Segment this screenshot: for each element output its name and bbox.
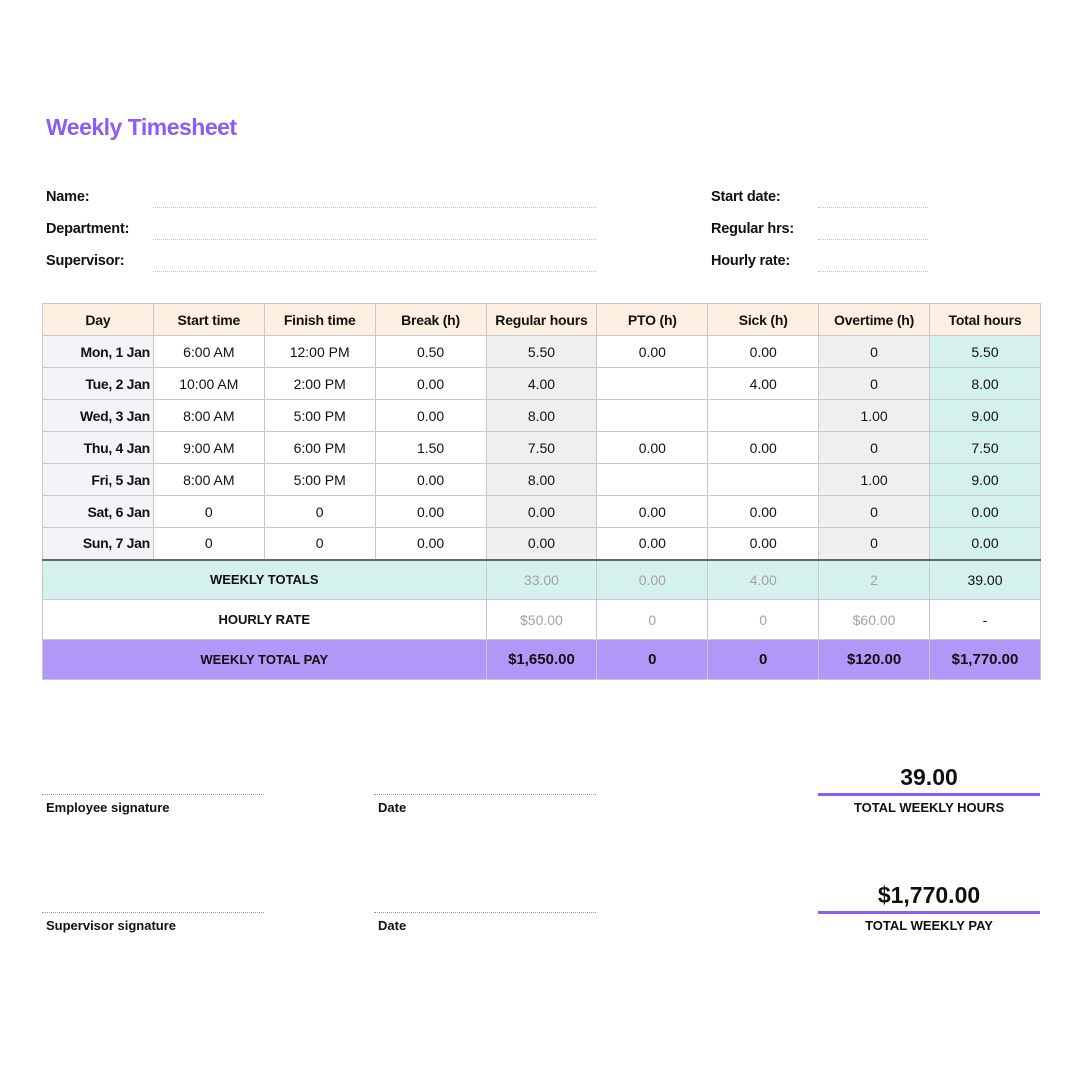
header-day: Day bbox=[43, 304, 154, 336]
total-hours-underline bbox=[818, 793, 1040, 796]
total-weekly-pay-value: $1,770.00 bbox=[877, 882, 981, 908]
totals-pto: 0.00 bbox=[597, 560, 708, 600]
cell-sick[interactable] bbox=[708, 400, 819, 432]
cell-finish-time[interactable]: 5:00 PM bbox=[264, 400, 375, 432]
pay-regular: $1,650.00 bbox=[486, 640, 597, 680]
cell-finish-time[interactable]: 0 bbox=[264, 496, 375, 528]
totals-total: 39.00 bbox=[930, 560, 1041, 600]
hourly-rate-label: Hourly rate: bbox=[711, 253, 790, 269]
rate-regular[interactable]: $50.00 bbox=[486, 600, 597, 640]
name-label: Name: bbox=[46, 189, 90, 205]
cell-overtime: 1.00 bbox=[819, 400, 930, 432]
cell-regular-hours: 8.00 bbox=[486, 464, 597, 496]
cell-pto[interactable] bbox=[597, 400, 708, 432]
header-pto: PTO (h) bbox=[597, 304, 708, 336]
table-row bbox=[43, 464, 1041, 496]
cell-break[interactable]: 0.00 bbox=[375, 400, 486, 432]
cell-finish-time[interactable]: 0 bbox=[264, 528, 375, 560]
cell-regular-hours: 0.00 bbox=[486, 528, 597, 560]
cell-pto[interactable]: 0.00 bbox=[597, 496, 708, 528]
cell-total-hours: 0.00 bbox=[930, 528, 1041, 560]
cell-overtime: 0 bbox=[819, 368, 930, 400]
cell-regular-hours: 7.50 bbox=[486, 432, 597, 464]
rate-overtime[interactable]: $60.00 bbox=[819, 600, 930, 640]
employee-date-label: Date bbox=[378, 800, 407, 815]
cell-sick[interactable]: 4.00 bbox=[708, 368, 819, 400]
employee-signature-field[interactable] bbox=[42, 794, 264, 795]
cell-overtime: 0 bbox=[819, 496, 930, 528]
start-date-field[interactable] bbox=[818, 207, 928, 208]
table-row bbox=[43, 528, 1041, 560]
cell-overtime: 1.00 bbox=[819, 464, 930, 496]
header-finish-time: Finish time bbox=[264, 304, 375, 336]
cell-overtime: 0 bbox=[819, 528, 930, 560]
cell-regular-hours: 8.00 bbox=[486, 400, 597, 432]
regular-hrs-label: Regular hrs: bbox=[711, 221, 795, 237]
name-field[interactable] bbox=[153, 207, 596, 208]
header-break: Break (h) bbox=[375, 304, 486, 336]
supervisor-field[interactable] bbox=[153, 271, 596, 272]
cell-break[interactable]: 1.50 bbox=[375, 432, 486, 464]
hourly-rate-row-label: HOURLY RATE bbox=[43, 600, 487, 640]
cell-start-time[interactable]: 0 bbox=[153, 528, 264, 560]
cell-sick[interactable] bbox=[708, 464, 819, 496]
header-total-hours: Total hours bbox=[930, 304, 1041, 336]
cell-pto[interactable]: 0.00 bbox=[597, 432, 708, 464]
weekly-total-pay-label: WEEKLY TOTAL PAY bbox=[43, 640, 487, 680]
pay-total: $1,770.00 bbox=[930, 640, 1041, 680]
cell-start-time[interactable]: 10:00 AM bbox=[153, 368, 264, 400]
cell-total-hours: 0.00 bbox=[930, 496, 1041, 528]
cell-overtime: 0 bbox=[819, 432, 930, 464]
cell-day: Tue, 2 Jan bbox=[43, 368, 154, 400]
timesheet-table bbox=[42, 303, 1041, 680]
regular-hrs-field[interactable] bbox=[818, 239, 928, 240]
cell-finish-time[interactable]: 6:00 PM bbox=[264, 432, 375, 464]
table-row bbox=[43, 400, 1041, 432]
rate-total: - bbox=[930, 600, 1041, 640]
cell-start-time[interactable]: 8:00 AM bbox=[153, 464, 264, 496]
supervisor-signature-label: Supervisor signature bbox=[46, 918, 177, 933]
weekly-total-pay-row bbox=[43, 640, 1041, 680]
cell-finish-time[interactable]: 2:00 PM bbox=[264, 368, 375, 400]
supervisor-date-label: Date bbox=[378, 918, 407, 933]
header-sick: Sick (h) bbox=[708, 304, 819, 336]
cell-start-time[interactable]: 6:00 AM bbox=[153, 336, 264, 368]
cell-regular-hours: 0.00 bbox=[486, 496, 597, 528]
cell-day: Sat, 6 Jan bbox=[43, 496, 154, 528]
department-label: Department: bbox=[46, 221, 130, 237]
cell-overtime: 0 bbox=[819, 336, 930, 368]
cell-break[interactable]: 0.00 bbox=[375, 496, 486, 528]
supervisor-date-field[interactable] bbox=[374, 912, 596, 913]
table-row bbox=[43, 496, 1041, 528]
cell-sick[interactable]: 0.00 bbox=[708, 528, 819, 560]
cell-day: Sun, 7 Jan bbox=[43, 528, 154, 560]
total-weekly-hours-label: TOTAL WEEKLY HOURS bbox=[853, 800, 1005, 815]
cell-break[interactable]: 0.00 bbox=[375, 464, 486, 496]
cell-sick[interactable]: 0.00 bbox=[708, 496, 819, 528]
rate-sick[interactable]: 0 bbox=[708, 600, 819, 640]
total-pay-underline bbox=[818, 911, 1040, 914]
cell-start-time[interactable]: 0 bbox=[153, 496, 264, 528]
table-row bbox=[43, 368, 1041, 400]
pay-pto: 0 bbox=[597, 640, 708, 680]
cell-pto[interactable] bbox=[597, 368, 708, 400]
start-date-label: Start date: bbox=[711, 189, 781, 205]
employee-signature-label: Employee signature bbox=[46, 800, 170, 815]
cell-total-hours: 9.00 bbox=[930, 464, 1041, 496]
cell-regular-hours: 4.00 bbox=[486, 368, 597, 400]
cell-pto[interactable] bbox=[597, 464, 708, 496]
cell-pto[interactable]: 0.00 bbox=[597, 336, 708, 368]
cell-finish-time[interactable]: 5:00 PM bbox=[264, 464, 375, 496]
cell-sick[interactable]: 0.00 bbox=[708, 432, 819, 464]
weekly-totals-label: WEEKLY TOTALS bbox=[43, 560, 487, 600]
totals-sick: 4.00 bbox=[708, 560, 819, 600]
supervisor-label: Supervisor: bbox=[46, 253, 125, 269]
hourly-rate-row bbox=[43, 600, 1041, 640]
page-title: Weekly Timesheet bbox=[46, 114, 237, 140]
header-regular-hours: Regular hours bbox=[486, 304, 597, 336]
table-row bbox=[43, 336, 1041, 368]
cell-pto[interactable]: 0.00 bbox=[597, 528, 708, 560]
cell-start-time[interactable]: 8:00 AM bbox=[153, 400, 264, 432]
supervisor-signature-field[interactable] bbox=[42, 912, 264, 913]
cell-total-hours: 8.00 bbox=[930, 368, 1041, 400]
totals-overtime: 2 bbox=[819, 560, 930, 600]
table-header-row bbox=[43, 304, 1041, 336]
cell-total-hours: 5.50 bbox=[930, 336, 1041, 368]
cell-day: Thu, 4 Jan bbox=[43, 432, 154, 464]
cell-regular-hours: 5.50 bbox=[486, 336, 597, 368]
department-field[interactable] bbox=[153, 239, 596, 240]
pay-overtime: $120.00 bbox=[819, 640, 930, 680]
employee-date-field[interactable] bbox=[374, 794, 596, 795]
hourly-rate-field[interactable] bbox=[818, 271, 928, 272]
total-weekly-pay-label: TOTAL WEEKLY PAY bbox=[865, 918, 993, 933]
total-weekly-hours-value: 39.00 bbox=[900, 764, 958, 790]
weekly-totals-row bbox=[43, 560, 1041, 600]
cell-day: Fri, 5 Jan bbox=[43, 464, 154, 496]
table-row bbox=[43, 432, 1041, 464]
totals-regular: 33.00 bbox=[486, 560, 597, 600]
pay-sick: 0 bbox=[708, 640, 819, 680]
cell-break[interactable]: 0.50 bbox=[375, 336, 486, 368]
header-start-time: Start time bbox=[153, 304, 264, 336]
rate-pto[interactable]: 0 bbox=[597, 600, 708, 640]
cell-start-time[interactable]: 9:00 AM bbox=[153, 432, 264, 464]
cell-total-hours: 9.00 bbox=[930, 400, 1041, 432]
cell-day: Wed, 3 Jan bbox=[43, 400, 154, 432]
cell-break[interactable]: 0.00 bbox=[375, 528, 486, 560]
header-overtime: Overtime (h) bbox=[819, 304, 930, 336]
cell-break[interactable]: 0.00 bbox=[375, 368, 486, 400]
cell-day: Mon, 1 Jan bbox=[43, 336, 154, 368]
cell-sick[interactable]: 0.00 bbox=[708, 336, 819, 368]
cell-finish-time[interactable]: 12:00 PM bbox=[264, 336, 375, 368]
cell-total-hours: 7.50 bbox=[930, 432, 1041, 464]
